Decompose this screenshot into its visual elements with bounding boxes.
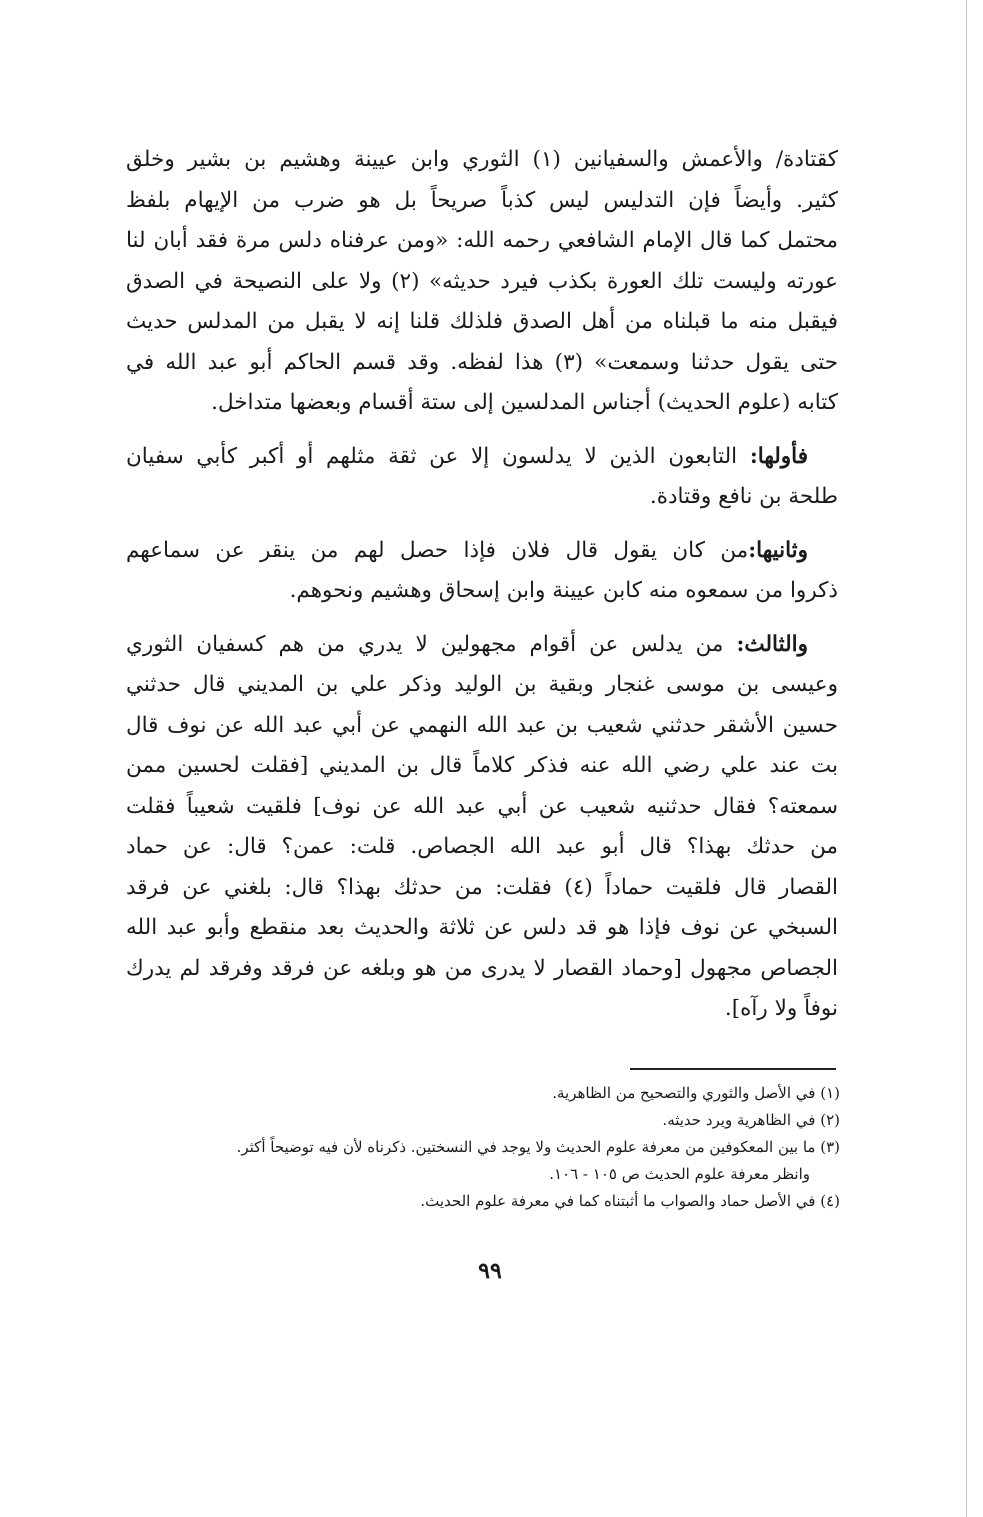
footnote-1: (١) في الأصل والثوري والتصحيح من الظاهرية. bbox=[552, 1084, 840, 1102]
text-line: طلحة بن نافع وقتادة. bbox=[649, 484, 838, 509]
text-line: والثالث: من يدلس عن أقوام مجهولين لا يدري من هم كسفيان الثوري bbox=[126, 631, 808, 657]
paragraph-4 bbox=[126, 625, 838, 1030]
paragraph-2 bbox=[126, 437, 838, 518]
text-line: نوفاً ولا رآه]. bbox=[724, 996, 838, 1021]
footnote-2: (٢) في الظاهرية ويرد حديثه. bbox=[662, 1111, 840, 1129]
paragraph-lead: فأولها: bbox=[749, 443, 808, 469]
text-line: وثانيها:من كان يقول قال فلان فإذا حصل لهم من ينقر عن سماعهم bbox=[126, 537, 808, 563]
text-line: حتى يقول حدثنا وسمعت» (٣) هذا لفظه. وقد قسم الحاكم أبو عبد الله في bbox=[126, 349, 838, 375]
text-line: محتمل كما قال الإمام الشافعي رحمه الله: «ومن عرفناه دلس مرة فقد أبان لنا bbox=[126, 228, 838, 253]
footnote-3-continuation: وانظر معرفة علوم الحديث ص ١٠٥ - ١٠٦. bbox=[549, 1165, 810, 1183]
footnote-4: (٤) في الأصل حماد والصواب ما أثبتناه كما في معرفة علوم الحديث. bbox=[420, 1192, 840, 1210]
paragraph-1 bbox=[126, 140, 838, 424]
page-number: ٩٩ bbox=[478, 1258, 502, 1284]
text-line: عورته وليست تلك العورة بكذب فيرد حديثه» (٢) ولا على النصيحة في الصدق bbox=[126, 268, 838, 294]
main-text bbox=[126, 140, 838, 1030]
text-line: سمعته؟ فقال حدثنيه شعيب عن أبي عبد الله عن نوف] فلقيت شعيباً فقلت bbox=[126, 793, 838, 819]
text-line: كقتادة/ والأعمش والسفيانين (١) الثوري وابن عيينة وهشيم بن بشير وخلق bbox=[126, 147, 838, 172]
footnote-3: (٣) ما بين المعكوفين من معرفة علوم الحديث ولا يوجد في النسختين. ذكرناه لأن فيه توضيحاً أكثر. bbox=[236, 1138, 840, 1156]
text-line: حسين الأشقر حدثني شعيب بن عبد الله النهمي عن أبي عبد الله عن نوف قال bbox=[126, 712, 838, 738]
text-line: فأولها: التابعون الذين لا يدلسون إلا عن ثقة مثلهم أو أكبر كأبي سفيان bbox=[126, 443, 808, 469]
text-line: القصار قال فلقيت حماداً (٤) فقلت: من حدثك بهذا؟ قال: بلغني عن فرقد bbox=[126, 874, 838, 900]
paragraph-lead: وثانيها: bbox=[748, 537, 808, 563]
text-line: ذكروا من سمعوه منه كابن عيينة وابن إسحاق وهشيم ونحوهم. bbox=[289, 578, 838, 603]
text-line: وعيسى بن موسى غنجار وبقية بن الوليد وذكر علي بن المديني قال حدثني bbox=[126, 672, 838, 697]
text-line: الجصاص مجهول [وحماد القصار لا يدرى من هو وبلغه عن فرقد وفرقد لم يدرك bbox=[126, 955, 838, 981]
text-line: من حدثك بهذا؟ قال أبو عبد الله الجصاص. قلت: عمن؟ قال: عن حماد bbox=[126, 834, 838, 859]
footnotes bbox=[130, 1080, 840, 1215]
text-line: فيقبل منه ما قبلناه من أهل الصدق فلذلك قلنا إنه لا يقبل من المدلس حديث bbox=[126, 309, 838, 334]
paragraph-lead: والثالث: bbox=[736, 631, 808, 657]
footnote-separator bbox=[630, 1068, 836, 1070]
text-line: كتابه (علوم الحديث) أجناس المدلسين إلى ستة أقسام وبعضها متداخل. bbox=[211, 390, 838, 415]
paragraph-3 bbox=[126, 531, 838, 612]
text-line: بت عند علي رضي الله عنه فذكر كلاماً قال بن المديني [فقلت لحسين ممن bbox=[126, 753, 838, 778]
text-line: السبخي عن نوف فإذا هو قد دلس عن ثلاثة والحديث بعد منقطع وأبو عبد الله bbox=[126, 915, 838, 940]
text-line: كثير. وأيضاً فإن التدليس ليس كذباً صريحاً بل هو ضرب من الإيهام بلفظ bbox=[126, 187, 838, 213]
scan-edge-line bbox=[966, 0, 967, 1517]
